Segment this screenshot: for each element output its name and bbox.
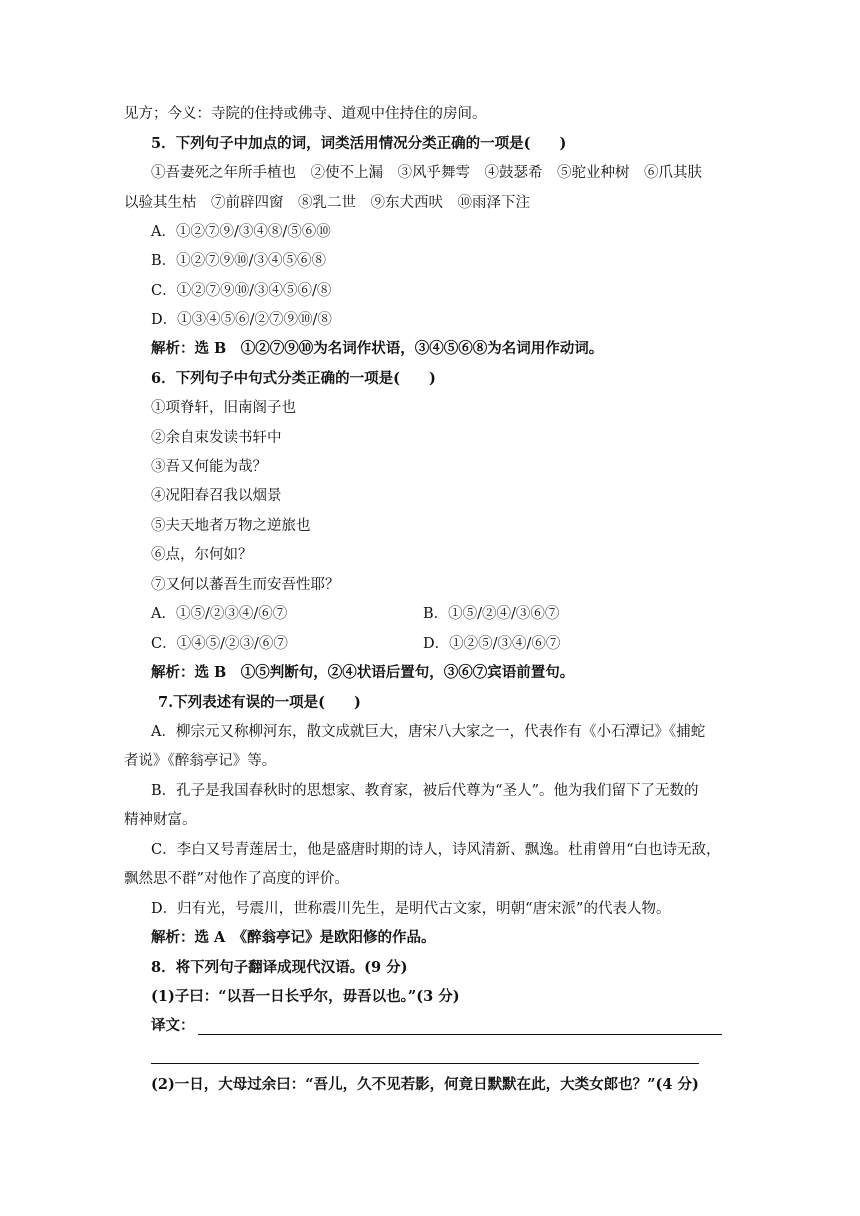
question-5-stem-cont: 以验其生枯 ⑦前辟四窗 ⑧乳二世 ⑨东犬西吠 ⑩雨泽下注 [124, 195, 530, 211]
question-8-item-2: (2)一日，大母过余曰：“吾儿，久不见若影，何竟日默默在此，大类女郎也？”(4 分) [151, 1076, 699, 1093]
question-5-option-a: A．①②⑦⑨/③④⑧/⑤⑥⑩ [151, 224, 331, 240]
question-6-option-c: C．①④⑤/②③/⑥⑦ [151, 636, 288, 652]
answer-line-2[interactable] [151, 1063, 699, 1064]
question-6-option-b: B．①⑤/②④/③⑥⑦ [423, 606, 560, 622]
question-6-sentence-2: ②余自束发读书轩中 [151, 430, 282, 446]
question-6-sentence-4: ④况阳春召我以烟景 [151, 488, 282, 504]
question-6-option-a: A．①⑤/②③④/⑥⑦ [151, 606, 288, 622]
question-7-option-d: D．归有光，号震川，世称震川先生，是明代古文家，明朝“唐宋派”的代表人物。 [151, 901, 671, 917]
question-6-analysis: 解析：选 B ①⑤判断句，②④状语后置句，③⑥⑦宾语前置句。 [151, 664, 575, 681]
question-5-stem: ①吾妻死之年所手植也 ②使不上漏 ③风乎舞雩 ④鼓瑟希 ⑤驼业种树 ⑥爪其肤 [151, 165, 702, 181]
question-6-heading: 6．下列句子中句式分类正确的一项是( ) [151, 370, 436, 387]
question-6-sentence-5: ⑤夫天地者万物之逆旅也 [151, 518, 311, 534]
question-7-option-a-cont: 者说》《醉翁亭记》等。 [124, 753, 277, 769]
question-7-option-c-cont: 飘然思不群”对他作了高度的评价。 [124, 871, 349, 887]
question-6-sentence-7: ⑦又何以蕃吾生而安吾性耶？ [151, 577, 340, 593]
question-5-option-c: C．①②⑦⑨⑩/③④⑤⑥/⑧ [151, 283, 332, 299]
question-6-sentence-3: ③吾又何能为哉？ [151, 459, 267, 475]
question-7-option-b: B．孔子是我国春秋时的思想家、教育家，被后代尊为“圣人”。他为我们留下了无数的 [151, 783, 699, 799]
question-7-option-c: C．李白又号青莲居士，他是盛唐时期的诗人，诗风清新、飘逸。杜甫曾用“白也诗无敌， [151, 842, 721, 858]
question-7-heading: 7.下列表述有误的一项是( ) [158, 694, 361, 711]
question-5-analysis: 解析：选 B ①②⑦⑨⑩为名词作状语，③④⑤⑥⑧为名词用作动词。 [151, 340, 604, 357]
translation-label: 译文： [151, 1017, 195, 1034]
question-8-item-1: (1)子曰：“以吾一日长乎尔，毋吾以也。”(3 分) [151, 988, 460, 1005]
question-5-option-d: D．①③④⑤⑥/②⑦⑨⑩/⑧ [151, 312, 332, 328]
question-6-sentence-6: ⑥点，尔何如？ [151, 547, 253, 563]
answer-line-1[interactable] [198, 1034, 722, 1035]
question-7-option-a: A．柳宗元又称柳河东，散文成就巨大，唐宋八大家之一，代表作有《小石潭记》《捕蛇 [151, 724, 706, 740]
question-8-heading: 8．将下列句子翻译成现代汉语。(9 分) [151, 959, 408, 976]
text-line: 见方；今义：寺院的住持或佛寺、道观中住持住的房间。 [124, 106, 487, 122]
question-6-sentence-1: ①项脊轩，旧南阁子也 [151, 400, 296, 416]
question-6-option-d: D．①②⑤/③④/⑥⑦ [423, 636, 561, 652]
question-7-option-b-cont: 精神财富。 [124, 812, 197, 828]
question-7-analysis: 解析：选 A 《醉翁亭记》是欧阳修的作品。 [151, 929, 436, 946]
question-5-option-b: B．①②⑦⑨⑩/③④⑤⑥⑧ [151, 253, 327, 269]
question-5-heading: 5．下列句子中加点的词，词类活用情况分类正确的一项是( ) [151, 135, 567, 152]
